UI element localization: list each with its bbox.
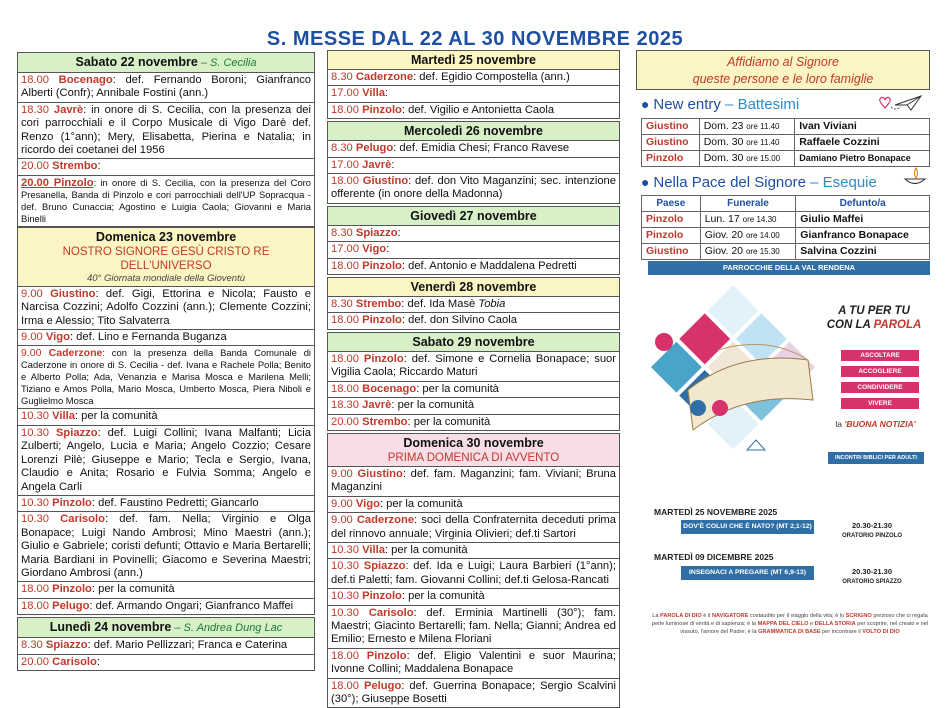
esequie-table: [641, 195, 930, 260]
mass-entry: 18.00 Pinzolo: def. Antonio e Maddalena Pedretti: [327, 259, 620, 275]
mass-entry: 18.00 Pinzolo: def. Vigilio e Antonietta Caola: [327, 103, 620, 119]
mass-entry: 10.30 Carisolo: def. fam. Nella; Virginio e Olga Bonapace; Luigi Nando Ambrosi; Mino Maestri (ann.); Giulio e Gabriele; coristi defunti; Ottavio e Maria Bertarelli; Maria Bardiani in Povinelli; Giacomo e Severina Maestri; Giordano Ambrosi (ann.): [17, 512, 315, 582]
parrocchie-banner: PARROCCHIE DELLA VAL RENDENA: [648, 261, 930, 275]
mass-entry: 18.00 Pelugo: def. Armando Ongari; Gianfranco Maffei: [17, 599, 315, 615]
day-header-sun30: Domenica 30 novembre PRIMA DOMENICA DI AVVENTO: [327, 433, 620, 467]
mass-entry: 10.30 Carisolo: def. Erminia Martinelli (30°); fam. Maestri; Giacinto Bertarelli; fam. Nella; Gianni; Andrea ed Emilio; Ernesto e Milena Floriani: [327, 606, 620, 649]
table-row: Giustino Dom. 30 ore 11.40 Raffaele Cozzini: [642, 135, 930, 151]
mass-entry: 9.00 Vigo: per la comunità: [327, 497, 620, 513]
pill-accogliere: ACCOGLIERE: [841, 366, 919, 377]
mass-entry: 20.00 Carisolo:: [17, 655, 315, 671]
mass-entry: 10.30 Spiazzo: def. Luigi Collini; Ivana Malfanti; Licia Zulberti; Angelo, Lucia e Maria; Angelo Cozzio; Cesare Lorenzi Pilè; Giuseppe e Mario; Tecla e Sergio, Ivana, Claudio e Anita; Rosario e Fulvia Somma; Angelo e Angela Carli: [17, 426, 315, 496]
mass-entry: 10.30 Pinzolo: per la comunità: [327, 589, 620, 605]
day-header-thu27: Giovedì 27 novembre: [327, 206, 620, 226]
mass-entry: 18.00 Pelugo: def. Guerrina Bonapace; Sergio Scalvini (30°); Giuseppe Bosetti: [327, 679, 620, 708]
battesimi-table: [641, 118, 930, 167]
page-title: S. MESSE DAL 22 AL 30 NOVEMBRE 2025: [266, 28, 684, 50]
incontri-banner: INCONTRI BIBLICI PER ADULTI: [828, 452, 924, 464]
mass-entry: 8.30 Caderzone: def. Egidio Compostella (ann.): [327, 70, 620, 86]
mass-entry: 9.00 Caderzone: soci della Confraternita deceduti prima del rinnovo annuale; Virginia Olivieri; def.ti Sartori: [327, 513, 620, 543]
day-header-wed26: Mercoledì 26 novembre: [327, 121, 620, 141]
day-header-sat29: Sabato 29 novembre: [327, 332, 620, 352]
mass-entry: 18.30 Javrè: per la comunità: [327, 398, 620, 414]
mass-entry: 18.00 Bocenago: per la comunità: [327, 382, 620, 398]
mass-entry: 8.30 Spiazzo: def. Mario Pellizzari; Franca e Caterina: [17, 638, 315, 654]
event-title-bar: INSEGNACI A PREGARE (MT 6,9-13): [681, 566, 814, 580]
event-date: MARTEDÌ 09 DICEMBRE 2025: [654, 552, 774, 562]
pill-ascoltare: ASCOLTARE: [841, 350, 919, 361]
mass-entry: 18.00 Giustino: def. don Vito Maganzini; sec. intenzione offerente (in onore della Madonna): [327, 174, 620, 204]
mass-entry: 17.00 Javrè:: [327, 158, 620, 174]
mass-entry: 20.00 Strembo:: [17, 159, 315, 175]
schedule-column-middle: [327, 50, 620, 708]
mass-entry: 10.30 Spiazzo: def. Ida e Luigi; Laura Barbieri (1°ann); def.ti Paletti; fam. Giovanni Collini; def.ti Gelosa-Rancati: [327, 559, 620, 589]
mass-entry: 9.00 Giustino: def. Gigi, Ettorina e Nicola; Fausto e Narcisa Cozzini; Adolfo Cozzini (ann.); Clemente Cozzini; Irma e Alessio; Tito Salvaterra: [17, 287, 315, 330]
mass-entry: 18.00 Pinzolo: def. Simone e Cornelia Bonapace; suor Vigilia Caola; Riccardo Maturi: [327, 352, 620, 382]
table-row: Pinzolo Giov. 20 ore 14.00 Gianfranco Bonapace: [642, 228, 930, 244]
table-row: Pinzolo Dom. 30 ore 15.00 Damiano Pietro Bonapace: [642, 151, 930, 167]
event-time: 20.30-21.30 ORATORIO PINZOLO: [841, 521, 903, 539]
mass-entry: 10.30 Pinzolo: def. Faustino Pedretti; Giancarlo: [17, 496, 315, 512]
schedule-column-left: [17, 50, 315, 671]
mass-entry: 18.00 Pinzolo: per la comunità: [17, 582, 315, 598]
affidiamo-box: Affidiamo al Signore queste persone e le loro famiglie: [636, 50, 930, 90]
day-header-tue25: Martedì 25 novembre: [327, 50, 620, 70]
mass-entry: 8.30 Strembo: def. Ida Masè Tobia: [327, 297, 620, 313]
esequie-title: ● Nella Pace del Signore – Esequie: [641, 174, 877, 191]
event-date: MARTEDÌ 25 NOVEMBRE 2025: [654, 507, 778, 517]
event-time: 20.30-21.30 ORATORIO SPIAZZO: [842, 567, 902, 585]
mass-entry: 10.30 Villa: per la comunità: [17, 409, 315, 425]
mass-entry: 18.00 Bocenago: def. Fernando Boroni; Gianfranco Alberti (Confr); Annibale Fostini (ann.): [17, 73, 315, 103]
mass-entry: 17.00 Villa:: [327, 86, 620, 102]
mass-entry: 20.00 Strembo: per la comunità: [327, 415, 620, 431]
mass-entry: 8.30 Spiazzo:: [327, 226, 620, 242]
pill-vivere: VIVERE: [841, 398, 919, 409]
day-header-fri28: Venerdì 28 novembre: [327, 277, 620, 297]
mass-entry: 18.00 Pinzolo: def. Eligio Valentini e suor Maurina; Ivonne Collini; Maddalena Bonapace: [327, 649, 620, 679]
table-header-row: Paese Funerale Defunto/a: [642, 196, 930, 212]
buona-notizia-label: la 'BUONA NOTIZIA': [835, 419, 916, 429]
mass-entry: 18.00 Pinzolo: def. don Silvino Caola: [327, 313, 620, 329]
mass-entry: 9.00 Caderzone: con la presenza della Banda Comunale di Caderzone in onore di S. Cecilia - def. Ivana e Rachele Polla; Benito e Alberto Polla; Ada, Venanzia e Marisa Mosca e Marilena Melli; Tiziano e Amos Polla, Mario Mosca, Umberto Mosca, Piera Niboli e Guglielmo Mosca: [17, 346, 315, 409]
pill-condividere: CONDIVIDERE: [841, 382, 919, 393]
mass-entry: 18.30 Javrè: in onore di S. Cecilia, con la presenza dei cori parrocchiali e il Corpo Musicale di Vigo Darè def. Renzo (1°ann); Mery, Elisabetta, Pierina e Natalia; in ricordo dei coetanei del 1956: [17, 103, 315, 160]
heart-plane-icon: [875, 93, 925, 113]
day-header-sat22: Sabato 22 novembre – S. Cecilia: [17, 52, 315, 73]
parola-footnote: La PAROLA DI DIO è il NAVIGATORE costaudito per il viaggio della vita; è lo SCRIGNO prezioso che ci regala perle luminose di verità e di sapienza; è la MAPPA DEL CIELO e DELLA STORIA per scoprire, nel creato e nel vissuto, l'amore del Padre; è la GRAMMATICA DI BASE per incontrare il VOLTO DI DIO: [651, 613, 929, 635]
day-header-mon24: Lunedì 24 novembre – S. Andrea Dung Lac: [17, 617, 315, 638]
candle-lamp-icon: [902, 166, 928, 190]
battesimi-title: ● New entry – Battesimi: [641, 96, 800, 113]
mass-entry: 17.00 Vigo:: [327, 242, 620, 258]
day-header-sun23: Domenica 23 novembre NOSTRO SIGNORE GESÙ CRISTO RE DELL'UNIVERSO 40° Giornata mondiale della Gioventù: [17, 227, 315, 287]
table-row: Pinzolo Lun. 17 ore 14.30 Giulio Maffei: [642, 212, 930, 228]
mass-entry: 10.30 Villa: per la comunità: [327, 543, 620, 559]
poster-title: A TU PER TU CON LA PAROLA: [826, 305, 922, 331]
table-row: Giustino Giov. 20 ore 15.30 Salvina Cozzini: [642, 244, 930, 260]
mass-entry: 8.30 Pelugo: def. Emidia Chesi; Franco Ravese: [327, 141, 620, 157]
mass-entry: 20.00 Pinzolo: in onore di S. Cecilia, con la presenza del Coro Presanella, Banda di Pinzolo e cori parrocchiali dell'UP Sopracqua - def. Bruno Cunaccia; Agostino e Luigia Caola; Giovanni e Maria Binelli: [17, 176, 315, 227]
table-row: Giustino Dom. 23 ore 11.40 Ivan Viviani: [642, 119, 930, 135]
mass-entry: 9.00 Giustino: def. fam. Maganzini; fam. Viviani; Bruna Maganzini: [327, 467, 620, 497]
event-title-bar: DOV'È COLUI CHE È NATO? (MT 2,1-12): [681, 520, 814, 534]
mass-entry: 9.00 Vigo: def. Lino e Fernanda Buganza: [17, 330, 315, 346]
